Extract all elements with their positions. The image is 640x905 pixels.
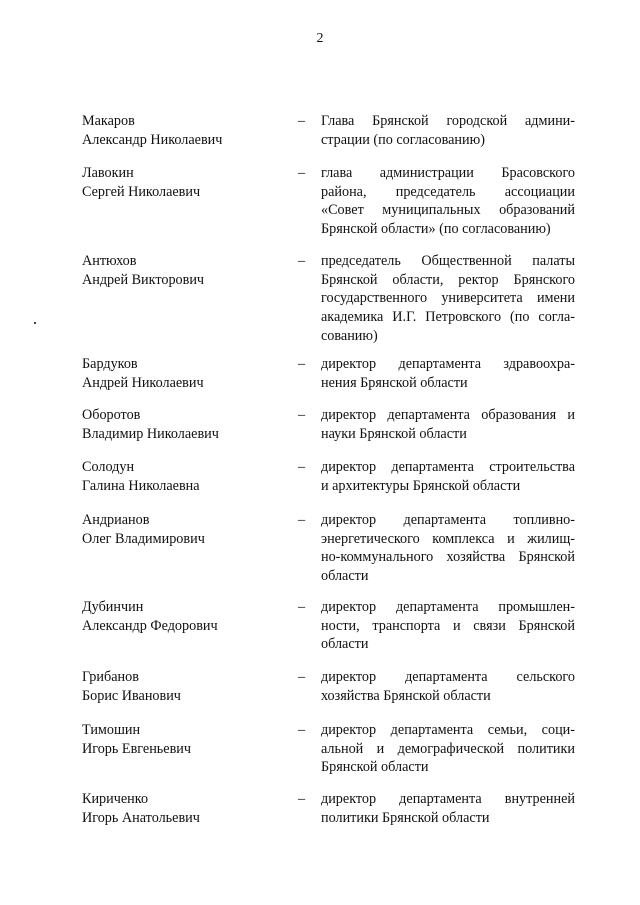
member-role-line: Глава Брянской городской админи- [321,113,575,129]
member-role-line: «Совет муниципальных образований [321,202,575,219]
member-given-names: Андрей Викторович [82,271,205,288]
member-role [321,721,575,777]
member-name [82,598,282,635]
member-role-line: нения Брянской области [321,374,468,391]
member-role-line: директор департамента промышлен- [321,599,575,615]
member-given-names: Игорь Евгеньевич [82,740,191,757]
member-role [321,790,575,827]
margin-speck [34,322,36,324]
member-role-line: и архитектуры Брянской области [321,477,521,494]
member-role-line: глава администрации Брасовского [321,165,575,181]
member-role-line: Брянской области [321,759,429,776]
separator-dash: – [298,356,306,372]
member-role [321,355,575,392]
member-role-line: директор департамента внутренней [321,791,575,807]
member-surname: Бардуков [82,356,138,372]
member-role-line: науки Брянской области [321,425,467,442]
member-role-line: директор департамента здравоохра- [321,356,575,372]
member-given-names: Александр Николаевич [82,131,223,148]
member-name [82,112,282,149]
separator-dash: – [298,722,306,738]
member-surname: Оборотов [82,407,141,423]
member-role-line: академика И.Г. Петровского (по согла- [321,309,575,326]
member-role [321,112,575,149]
member-role [321,252,575,346]
separator-dash: – [298,113,306,129]
member-role [321,511,575,586]
member-role-line: председатель Общественной палаты [321,253,575,269]
member-role-line: хозяйства Брянской области [321,687,491,704]
separator-dash: – [298,599,306,615]
member-name [82,406,282,443]
member-role-line: директор департамента строительства [321,459,575,475]
member-role [321,458,575,495]
member-surname: Макаров [82,113,135,129]
member-role-line: области [321,568,369,585]
member-name [82,511,282,548]
member-surname: Грибанов [82,669,139,685]
member-role-line: Брянской области, ректор Брянского [321,271,575,288]
separator-dash: – [298,512,306,528]
member-given-names: Борис Иванович [82,687,181,704]
member-given-names: Сергей Николаевич [82,183,201,200]
separator-dash: – [298,791,306,807]
member-given-names: Андрей Николаевич [82,374,204,391]
member-given-names: Олег Владимирович [82,530,205,547]
member-role [321,406,575,443]
member-name [82,355,282,392]
member-role-line: директор департамента образования и [321,407,575,423]
separator-dash: – [298,407,306,423]
separator-dash: – [298,253,306,269]
member-role-line: Брянской области» (по согласованию) [321,221,551,238]
member-role-line: области [321,636,369,653]
member-given-names: Галина Николаевна [82,477,200,494]
member-surname: Кириченко [82,791,149,807]
member-surname: Антюхов [82,253,137,269]
member-role-line: энергетического комплекса и жилищ- [321,530,575,547]
member-name [82,252,282,289]
member-role-line: государственного университета имени [321,290,575,307]
separator-dash: – [298,459,306,475]
member-given-names: Владимир Николаевич [82,425,219,442]
member-surname: Лавокин [82,165,134,181]
separator-dash: – [298,165,306,181]
member-role [321,164,575,239]
member-role-line: альной и демографической политики [321,740,575,757]
member-role-line: директор департамента сельского [321,669,575,685]
member-role-line: но-коммунального хозяйства Брянской [321,549,575,566]
member-name [82,668,282,705]
member-surname: Андрианов [82,512,150,528]
member-surname: Солодун [82,459,135,475]
member-role-line: ности, транспорта и связи Брянской [321,617,575,634]
member-surname: Тимошин [82,722,141,738]
member-role-line: сованию) [321,327,378,344]
member-name [82,790,282,827]
member-role [321,598,575,654]
member-given-names: Александр Федорович [82,617,218,634]
member-role-line: политики Брянской области [321,809,490,826]
member-name [82,721,282,758]
member-role-line: директор департамента семьи, соци- [321,722,575,738]
page-number: 2 [316,31,324,46]
member-given-names: Игорь Анатольевич [82,809,200,826]
member-role-line: района, председатель ассоциации [321,183,575,200]
member-surname: Дубинчин [82,599,144,615]
member-name [82,458,282,495]
member-name [82,164,282,201]
member-role [321,668,575,705]
separator-dash: – [298,669,306,685]
member-role-line: страции (по согласованию) [321,131,485,148]
member-role-line: директор департамента топливно- [321,512,575,528]
